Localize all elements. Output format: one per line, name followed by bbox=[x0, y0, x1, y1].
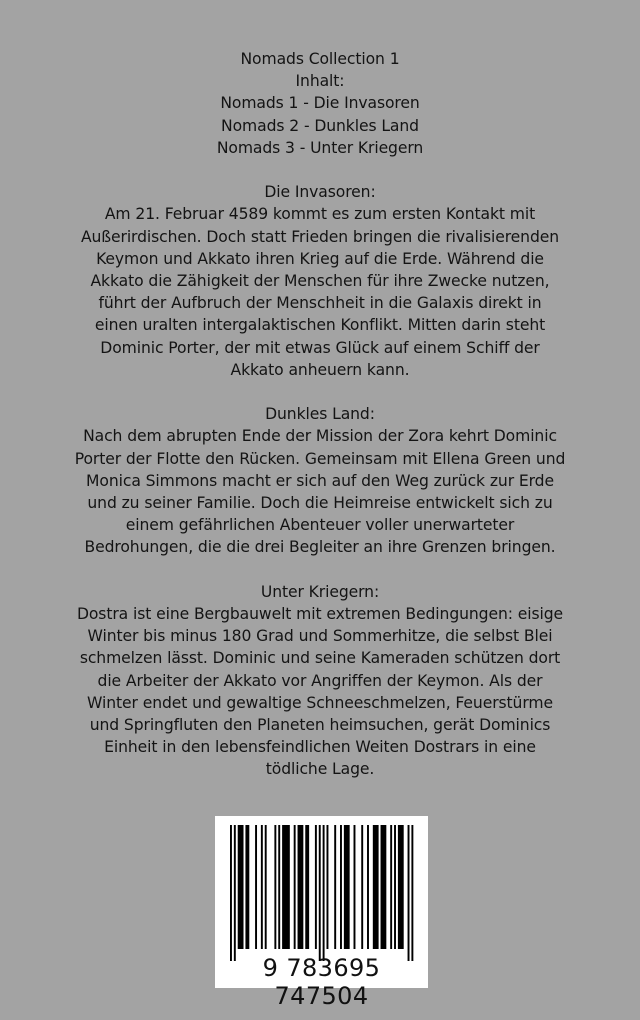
barcode-bar bbox=[278, 825, 280, 949]
spacer bbox=[40, 559, 600, 581]
barcode-bar bbox=[282, 825, 290, 949]
section-line: Monica Simmons macht er sich auf den Weg zurück zur Erde bbox=[86, 471, 554, 490]
contents-item: Nomads 2 - Dunkles Land bbox=[221, 116, 419, 135]
section-heading: Unter Kriegern: bbox=[260, 582, 380, 601]
barcode-bar bbox=[361, 825, 363, 949]
barcode-bar bbox=[334, 825, 336, 949]
barcode-bar bbox=[305, 825, 309, 949]
section-heading: Die Invasoren: bbox=[264, 183, 376, 202]
spacer bbox=[40, 381, 600, 403]
contents-heading: Inhalt: bbox=[295, 72, 345, 91]
barcode-bar bbox=[381, 825, 387, 949]
barcode-bar bbox=[367, 825, 369, 949]
section-line: Winter endet und gewaltige Schneeschmelzen, Feuerstürme bbox=[87, 693, 553, 712]
barcode-bar bbox=[344, 825, 350, 949]
barcode-bar bbox=[315, 825, 317, 949]
barcode-bar bbox=[373, 825, 379, 949]
section-line: Keymon und Akkato ihren Krieg auf die Erde. Während die bbox=[96, 249, 544, 268]
barcode-bar bbox=[255, 825, 257, 949]
section-line: führt der Aufbruch der Menschheit in die Galaxis direkt in bbox=[98, 294, 542, 313]
section-line: und zu seiner Familie. Doch die Heimreise entwickelt sich zu bbox=[87, 494, 553, 513]
section-line: Akkato die Zähigkeit der Menschen für ihre Zwecke nutzen, bbox=[90, 272, 550, 291]
barcode-bar bbox=[340, 825, 342, 949]
section-line: Nach dem abrupten Ende der Mission der Zora kehrt Dominic bbox=[83, 427, 557, 446]
section-line: Am 21. Februar 4589 kommt es zum ersten Kontakt mit bbox=[104, 205, 536, 224]
collection-title: Nomads Collection 1 bbox=[240, 50, 400, 68]
section-line: Einheit in den lebensfeindlichen Weiten Dostrars in eine bbox=[104, 738, 536, 757]
contents-item: Nomads 1 - Die Invasoren bbox=[220, 94, 420, 113]
isbn-digits: 9 783695 747504 bbox=[262, 954, 381, 1010]
barcode-bar bbox=[354, 825, 356, 949]
back-cover-text bbox=[40, 48, 600, 781]
section-line: Dostra ist eine Bergbauwelt mit extremen Bedingungen: eisige bbox=[76, 605, 564, 624]
section-line: Winter bis minus 180 Grad und Sommerhitze, die selbst Blei bbox=[87, 627, 553, 646]
barcode-bar bbox=[394, 825, 396, 949]
section-line: Porter der Flotte den Rücken. Gemeinsam mit Ellena Green und bbox=[74, 449, 566, 468]
section-line: die Arbeiter der Akkato vor Angriffen der Keymon. Als der bbox=[97, 671, 543, 690]
barcode-bar bbox=[274, 825, 276, 949]
barcode-bar bbox=[238, 825, 244, 949]
barcode-bar bbox=[398, 825, 404, 949]
barcode-bar bbox=[327, 825, 329, 949]
barcode-bar bbox=[390, 825, 392, 949]
section-line: einen uralten intergalaktischen Konflikt. Mitten darin steht bbox=[94, 316, 546, 335]
section-line: Außerirdischen. Doch statt Frieden bringen die rivalisierenden bbox=[80, 227, 560, 246]
isbn-barcode bbox=[215, 816, 428, 1010]
barcode-bar bbox=[294, 825, 296, 949]
barcode-guard-bar bbox=[319, 825, 321, 961]
barcode-guard-bar bbox=[323, 825, 325, 961]
section-line: tödliche Lage. bbox=[265, 760, 375, 779]
barcode-bar bbox=[265, 825, 267, 949]
spacer bbox=[40, 159, 600, 181]
section-line: und Springfluten den Planeten heimsuchen, gerät Dominics bbox=[89, 716, 551, 735]
section-line: Dominic Porter, der mit etwas Glück auf einem Schiff der bbox=[100, 338, 540, 357]
barcode-guard-bar bbox=[234, 825, 236, 961]
barcode-bar bbox=[298, 825, 304, 949]
section-line: einem gefährlichen Abenteuer voller unerwarteter bbox=[125, 516, 515, 535]
barcode-guard-bar bbox=[411, 825, 413, 961]
section-line: schmelzen lässt. Dominic und seine Kameraden schützen dort bbox=[79, 649, 561, 668]
contents-item: Nomads 3 - Unter Kriegern bbox=[216, 138, 424, 157]
section-heading: Dunkles Land: bbox=[265, 405, 375, 424]
barcode-guard-bar bbox=[408, 825, 410, 961]
barcode-guard-bar bbox=[230, 825, 232, 961]
section-line: Bedrohungen, die die drei Begleiter an ihre Grenzen bringen. bbox=[84, 538, 556, 557]
barcode-bar bbox=[261, 825, 263, 949]
section-line: Akkato anheuern kann. bbox=[230, 360, 410, 379]
barcode-bar bbox=[245, 825, 249, 949]
